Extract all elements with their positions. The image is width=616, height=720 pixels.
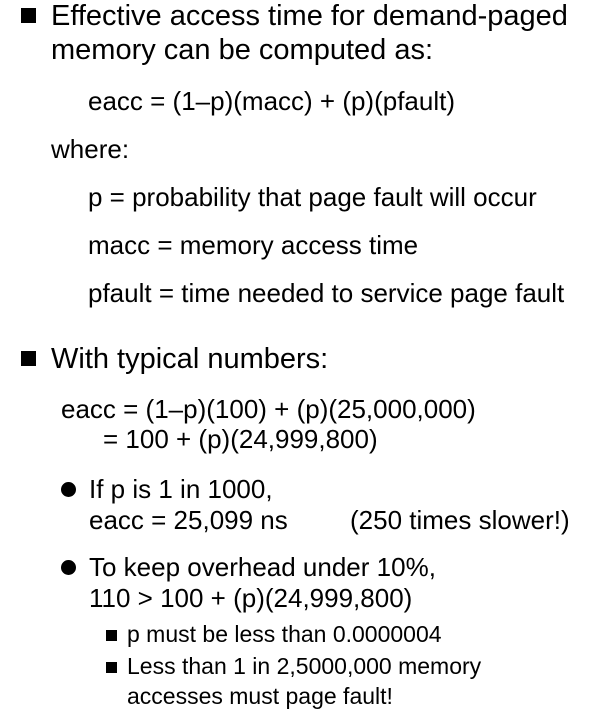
subsub2-line2: accesses must page fault! xyxy=(127,683,393,709)
subsub1-line: p must be less than 0.0000004 xyxy=(127,621,442,647)
sub1-slower-note: (250 times slower!) xyxy=(350,505,570,535)
bullet2-heading: With typical numbers: xyxy=(51,343,329,375)
definition-pfault: pfault = time needed to service page fault xyxy=(88,278,565,308)
eacc-formula: eacc = (1–p)(macc) + (p)(pfault) xyxy=(88,86,456,116)
sub1-line1: If p is 1 in 1000, xyxy=(89,474,273,504)
bullet1-line2: memory can be computed as: xyxy=(51,34,434,66)
round-bullet-icon xyxy=(61,482,76,497)
square-bullet-icon xyxy=(21,8,36,23)
bullet1-line1: Effective access time for demand-paged xyxy=(51,0,568,32)
definition-p: p = probability that page fault will occur xyxy=(88,182,537,212)
sub2-line1: To keep overhead under 10%, xyxy=(89,552,436,582)
small-square-bullet-icon xyxy=(106,662,117,673)
definition-macc: macc = memory access time xyxy=(88,230,419,260)
where-label: where: xyxy=(51,134,130,164)
calc-line2: = 100 + (p)(24,999,800) xyxy=(103,424,378,454)
small-square-bullet-icon xyxy=(106,630,117,641)
calc-line1: eacc = (1–p)(100) + (p)(25,000,000) xyxy=(61,394,476,424)
subsub2-line1: Less than 1 in 2,5000,000 memory xyxy=(127,653,482,679)
round-bullet-icon xyxy=(61,560,76,575)
square-bullet-icon xyxy=(21,351,36,366)
sub1-eacc-result: eacc = 25,099 ns xyxy=(89,505,288,535)
sub2-line2: 110 > 100 + (p)(24,999,800) xyxy=(89,583,413,613)
